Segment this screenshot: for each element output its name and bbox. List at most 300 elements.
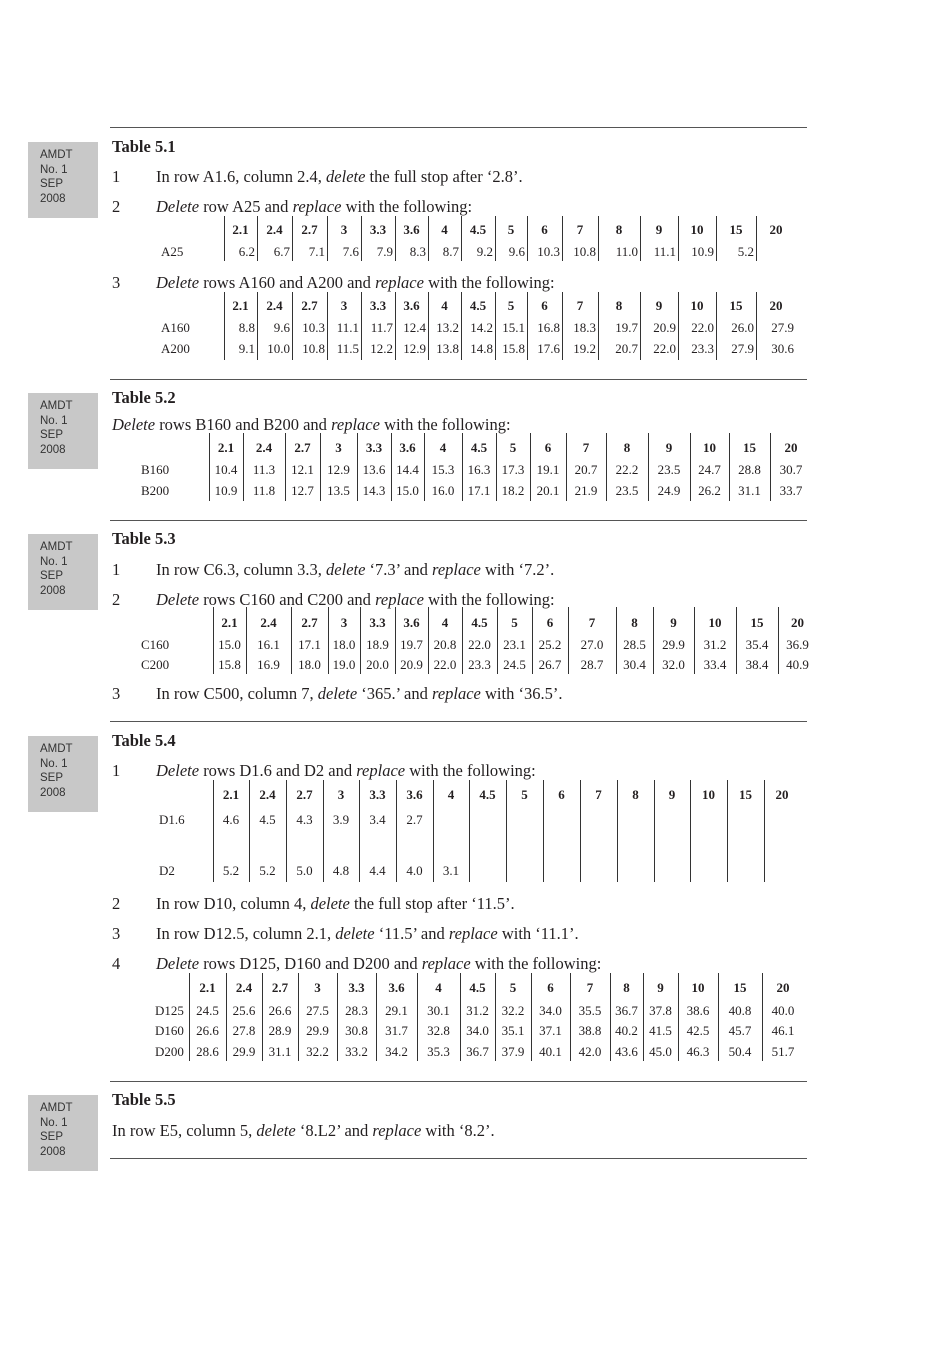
column-header: 3.3 [369,787,386,802]
table-cell: 31.2 [703,637,727,652]
table-cell: 18.0 [298,657,321,672]
instruction-text: Delete rows D1.6 and D2 and replace with the following: [156,761,536,780]
table-cell: 45.0 [649,1044,672,1059]
column-header: 4 [441,222,448,237]
column-header: 20 [784,440,798,455]
table-cell: 24.5 [503,657,526,672]
table-cell: 25.6 [232,1003,256,1018]
column-header: 3.3 [369,222,387,237]
column-header: 3.3 [369,615,386,630]
table-cell: 28.8 [738,462,761,477]
column-header: 2.7 [294,440,311,455]
column-header: 7 [576,222,584,237]
table-cell: 42.0 [578,1044,602,1059]
amendment-tag [28,736,98,812]
table-cell: 28.5 [623,637,646,652]
table-cell: 23.5 [657,462,681,477]
column-header: 20 [776,980,790,995]
table-cell: 20.1 [536,483,560,498]
amdt-label: AMDT [40,743,73,755]
table-cell: 22.0 [433,657,457,672]
table-cell: 3.4 [369,812,386,827]
table-cell: 19.7 [400,637,423,652]
row-label: C200 [141,657,170,672]
table-cell: 30.8 [345,1023,368,1038]
table-cell: 23.3 [468,657,491,672]
amdt-year: 2008 [40,443,66,456]
table-cell: 46.1 [771,1023,795,1038]
table-cell: 20.8 [433,637,457,652]
column-header: 2.7 [301,222,318,237]
column-header: 3.6 [388,980,405,995]
instruction-text: In row C500, column 7, delete ‘365.’ and replace with ‘36.5’. [156,684,563,703]
column-header: 10 [708,615,722,630]
table-5-2-title: Table 5.2 [112,388,176,407]
table-cell: 10.4 [214,462,238,477]
column-header: 4 [447,787,455,802]
table-cell: 16.0 [431,483,455,498]
column-header: 6 [546,615,554,630]
table-cell: 9.6 [508,244,525,259]
column-header: 4 [441,615,449,630]
section-rule [110,721,807,722]
column-header: 6 [558,787,565,802]
table-cell: 26.6 [268,1003,292,1018]
table-cell: 27.8 [232,1023,256,1038]
column-header: 10 [690,298,704,313]
table-cell: 28.7 [580,657,604,672]
table-cell: 11.8 [252,483,276,498]
column-header: 15 [733,980,747,995]
table-cell: 35.1 [501,1023,525,1038]
table-cell: 6.2 [238,244,255,259]
table-cell: 19.2 [573,341,596,356]
table-cell: 3.9 [332,812,350,827]
item-number: 3 [112,684,121,703]
section-rule [110,379,807,380]
table-cell: 15.0 [396,483,419,498]
table-cell: 33.2 [345,1044,368,1059]
table-cell: 24.9 [657,483,681,498]
amendment-tag [28,1095,98,1171]
column-header: 2.1 [232,222,249,237]
column-header: 8 [623,440,631,455]
instruction-text: In row C6.3, column 3.3, delete ‘7.3’ and replace with ‘7.2’. [156,560,555,579]
column-header: 2.4 [266,222,283,237]
table-cell: 22.0 [468,637,491,652]
table-cell: 10.8 [302,341,325,356]
table-cell: 30.1 [427,1003,450,1018]
table-cell: 36.9 [786,637,809,652]
table-cell: 34.0 [539,1003,562,1018]
table-cell: 13.2 [436,320,459,335]
column-header: 3 [314,980,321,995]
column-header: 8 [631,615,638,630]
table-cell: 12.7 [291,483,314,498]
column-header: 10 [690,222,704,237]
table-cell: 33.4 [703,657,727,672]
column-header: 2.7 [296,787,313,802]
instruction-text: In row A1.6, column 2.4, delete the full stop after ‘2.8’. [156,167,523,186]
column-header: 15 [729,298,743,313]
table-cell: 10.8 [573,244,596,259]
table-cell: 16.9 [257,657,280,672]
table-cell: 27.0 [580,637,604,652]
instruction-text: In row D10, column 4, delete the full stop after ‘11.5’. [156,894,515,913]
column-header: 5 [507,298,515,313]
column-header: 6 [541,222,548,237]
table-cell: 19.0 [332,657,356,672]
table-cell: 15.0 [218,637,241,652]
table-cell: 29.9 [662,637,685,652]
column-header: 7 [595,787,602,802]
table-cell: 37.9 [501,1044,525,1059]
section-rule [110,520,807,521]
table-cell: 23.3 [691,341,714,356]
column-header: 3 [337,787,345,802]
column-header: 3.6 [403,298,420,313]
table-cell: 23.1 [503,637,526,652]
row-label: D200 [155,1044,184,1059]
table-cell: 12.9 [327,462,350,477]
table-cell: 15.1 [502,320,525,335]
table-cell: 17.6 [537,341,560,356]
table-cell: 40.1 [539,1044,562,1059]
column-header: 15 [743,440,756,455]
amdt-month: SEP [40,178,64,190]
amdt-year: 2008 [40,786,66,799]
column-header: 2.4 [255,440,273,455]
column-header: 3.3 [365,440,383,455]
column-header: 5 [507,222,515,237]
column-header: 3 [340,298,348,313]
amendment-tag [28,534,98,610]
column-header: 4.5 [469,980,486,995]
table-cell: 40.8 [728,1003,752,1018]
column-header: 6 [547,980,554,995]
table-cell: 5.0 [296,863,313,878]
item-number: 3 [112,924,121,943]
row-label: D125 [155,1003,184,1018]
column-header: 7 [576,298,584,313]
table-cell: 31.1 [268,1044,292,1059]
section-rule [110,1081,807,1082]
table-cell: 18.2 [501,483,525,498]
table-cell: 36.7 [466,1044,489,1059]
table-cell: 22.2 [615,462,639,477]
table-cell: 35.5 [578,1003,602,1018]
table-cell: 10.3 [537,244,560,259]
column-header: 4.5 [469,298,487,313]
table-cell: 40.2 [615,1023,638,1038]
table-cell: 11.1 [653,244,676,259]
column-header: 10 [703,440,716,455]
table-cell: 12.4 [403,320,426,335]
table-cell: 21.9 [574,483,598,498]
table-cell: 9.6 [273,320,290,335]
column-header: 9 [668,787,676,802]
table-cell: 16.1 [257,637,280,652]
column-header: 2.1 [217,440,235,455]
table-cell: 12.2 [370,341,393,356]
table-cell: 26.7 [538,657,562,672]
amdt-number: No. 1 [40,555,68,568]
amdt-month: SEP [40,772,64,784]
amdt-number: No. 1 [40,414,68,427]
column-header: 9 [657,980,664,995]
column-header: 5 [521,787,528,802]
column-header: 20 [791,615,804,630]
table-cell: 33.7 [779,483,803,498]
column-header: 9 [665,440,673,455]
table-cell: 24.7 [698,462,721,477]
table-cell: 35.3 [427,1044,450,1059]
column-header: 20 [769,222,783,237]
column-header: 5 [511,615,518,630]
column-header: 3.6 [399,440,416,455]
instruction-text: Delete rows A160 and A200 and replace with the following: [156,273,555,292]
table-cell: 42.5 [686,1023,710,1038]
row-label: A160 [161,320,190,335]
table-cell: 40.9 [786,657,809,672]
table-cell: 31.7 [385,1023,408,1038]
item-number: 1 [112,167,121,186]
table-cell: 14.2 [470,320,493,335]
amendment-tag [28,142,98,218]
table-cell: 12.9 [403,341,426,356]
instruction-text: Delete row A25 and replace with the following: [156,197,473,216]
amdt-number: No. 1 [40,1116,68,1129]
table-5-3-title: Table 5.3 [112,529,176,548]
table-cell: 4.8 [332,863,350,878]
table-cell: 22.0 [653,341,676,356]
table-cell: 10.9 [214,483,238,498]
table-cell: 19.1 [536,462,560,477]
column-header: 8 [623,980,630,995]
table-cell: 29.9 [232,1044,256,1059]
table-cell: 37.8 [649,1003,672,1018]
column-header: 3 [335,440,342,455]
table-cell: 31.2 [466,1003,489,1018]
row-label: C160 [141,637,170,652]
column-header: 7 [586,980,594,995]
table-cell: 36.7 [615,1003,638,1018]
column-header: 2.7 [301,615,318,630]
table-cell: 20.0 [366,657,389,672]
column-header: 6 [541,298,548,313]
item-number: 2 [112,197,121,216]
table-cell: 28.9 [268,1023,292,1038]
row-label: B200 [141,483,170,498]
amdt-label: AMDT [40,541,73,553]
column-header: 2.1 [221,615,238,630]
table-cell: 20.7 [574,462,598,477]
row-label: A25 [161,244,184,259]
table-cell: 30.7 [779,462,803,477]
item-number: 2 [112,590,121,609]
amdt-number: No. 1 [40,757,68,770]
amendment-tag [28,393,98,469]
row-label: D2 [159,863,175,878]
table-cell: 32.2 [501,1003,525,1018]
amdt-label: AMDT [40,1102,73,1114]
table-cell: 28.6 [196,1044,219,1059]
item-number: 1 [112,560,121,579]
table-cell: 19.7 [615,320,638,335]
column-header: 10 [702,787,715,802]
table-cell: 20.7 [615,341,638,356]
item-number: 1 [112,761,121,780]
table-cell: 28.3 [345,1003,368,1018]
table-cell: 14.8 [470,341,493,356]
section-rule [110,1158,807,1159]
instruction-text: In row E5, column 5, delete ‘8.L2’ and replace with ‘8.2’. [112,1121,495,1140]
table-cell: 8.3 [409,244,426,259]
table-cell: 8.8 [238,320,255,335]
table-cell: 14.4 [396,462,419,477]
table-cell: 11.1 [336,320,359,335]
table-cell: 50.4 [728,1044,752,1059]
column-header: 3 [340,222,348,237]
table-cell: 32.0 [662,657,685,672]
column-header: 2.7 [271,980,289,995]
table-cell: 24.5 [196,1003,219,1018]
column-header: 8 [615,298,623,313]
column-header: 9 [655,298,663,313]
table-cell: 30.4 [623,657,646,672]
column-header: 4 [439,440,447,455]
row-label: D160 [155,1023,184,1038]
column-header: 2.4 [259,787,276,802]
row-label: A200 [161,341,190,356]
column-header: 20 [775,787,789,802]
table-cell: 13.5 [327,483,350,498]
column-header: 5 [509,980,517,995]
column-header: 2.4 [266,298,283,313]
column-header: 15 [729,222,743,237]
table-cell: 5.2 [737,244,754,259]
table-cell: 11.5 [336,341,359,356]
table-cell: 17.1 [298,637,321,652]
column-header: 2.1 [232,298,249,313]
table-cell: 10.0 [267,341,290,356]
table-cell: 22.0 [691,320,714,335]
table-cell: 29.1 [385,1003,408,1018]
table-cell: 35.4 [745,637,769,652]
amdt-label: AMDT [40,149,73,161]
table-cell: 11.3 [252,462,276,477]
column-header: 4 [435,980,442,995]
table-cell: 38.6 [686,1003,710,1018]
table-cell: 16.8 [537,320,560,335]
column-header: 2.7 [301,298,318,313]
column-header: 2.4 [235,980,253,995]
table-5-5-title: Table 5.5 [112,1090,176,1109]
amdt-year: 2008 [40,584,66,597]
table-cell: 4.0 [406,863,423,878]
column-header: 6 [544,440,552,455]
row-label: B160 [141,462,170,477]
table-cell: 43.6 [615,1044,638,1059]
column-header: 4.5 [470,440,488,455]
table-cell: 11.0 [615,244,638,259]
amdt-year: 2008 [40,1145,66,1158]
table-cell: 38.8 [578,1023,602,1038]
table-cell: 40.0 [771,1003,795,1018]
table-cell: 17.1 [467,483,491,498]
amdt-month: SEP [40,570,64,582]
table-cell: 27.5 [306,1003,329,1018]
table-cell: 9.2 [476,244,493,259]
column-header: 3.6 [403,615,420,630]
table-cell: 20.9 [400,657,423,672]
column-header: 4.5 [479,787,496,802]
table-cell: 3.1 [442,863,460,878]
item-number: 3 [112,273,121,292]
column-header: 4 [441,298,448,313]
amdt-month: SEP [40,429,64,441]
column-header: 9 [670,615,677,630]
column-header: 4.5 [471,615,488,630]
table-cell: 23.5 [615,483,639,498]
table-cell: 46.3 [686,1044,710,1059]
column-header: 20 [769,298,783,313]
table-cell: 8.7 [442,244,459,259]
table-cell: 27.9 [731,341,754,356]
table-cell: 5.2 [259,863,276,878]
amdt-year: 2008 [40,192,66,205]
amdt-month: SEP [40,1131,64,1143]
item-number: 2 [112,894,121,913]
column-header: 7 [588,615,596,630]
column-header: 15 [750,615,764,630]
instruction-text: In row D12.5, column 2.1, delete ‘11.5’ and replace with ‘11.1’. [156,924,579,943]
table-cell: 7.1 [308,244,325,259]
item-number: 4 [112,954,121,973]
table-cell: 14.3 [362,483,386,498]
table-cell: 30.6 [771,341,794,356]
table-5-1-title: Table 5.1 [112,137,176,156]
table-cell: 17.3 [501,462,525,477]
table-cell: 26.6 [196,1023,219,1038]
table-cell: 2.7 [406,812,423,827]
table-cell: 26.2 [698,483,721,498]
amdt-number: No. 1 [40,163,68,176]
row-label: D1.6 [159,812,185,827]
table-cell: 10.9 [691,244,714,259]
column-header: 2.4 [260,615,277,630]
column-header: 3.6 [403,222,420,237]
column-header: 15 [739,787,752,802]
table-cell: 18.0 [332,637,356,652]
column-header: 9 [655,222,663,237]
column-header: 3.3 [348,980,365,995]
table-cell: 10.3 [302,320,325,335]
column-header: 7 [582,440,590,455]
column-header: 4.5 [469,222,487,237]
table-cell: 5.2 [222,863,240,878]
table-cell: 6.7 [273,244,290,259]
table-cell: 15.8 [218,657,241,672]
column-header: 5 [509,440,517,455]
amdt-label: AMDT [40,400,73,412]
table-cell: 7.9 [376,244,393,259]
column-header: 2.1 [222,787,240,802]
table-cell: 13.8 [436,341,459,356]
instruction-text: Delete rows B160 and B200 and replace with the following: [112,415,511,434]
table-cell: 9.1 [238,341,255,356]
table-cell: 38.4 [745,657,769,672]
